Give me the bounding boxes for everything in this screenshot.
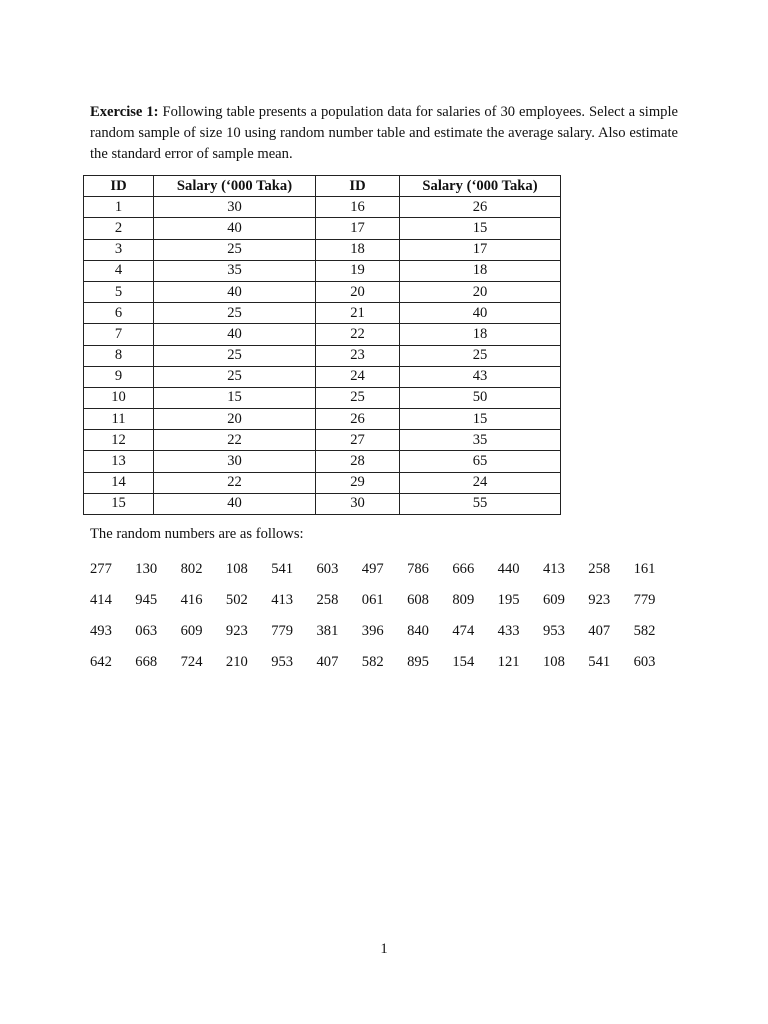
cell-salary: 30 (154, 451, 316, 472)
cell-id: 19 (316, 260, 400, 281)
random-number: 493 (90, 623, 112, 639)
random-number: 923 (225, 623, 248, 639)
random-number: 416 (180, 592, 203, 608)
cell-salary: 15 (154, 387, 316, 408)
random-number: 258 (316, 592, 339, 608)
header-id: ID (316, 176, 400, 197)
random-number: 121 (497, 654, 520, 670)
random-number: 923 (588, 592, 611, 608)
random-number: 407 (316, 654, 339, 670)
cell-id: 26 (316, 409, 400, 430)
random-number: 413 (542, 561, 565, 577)
header-id: ID (84, 176, 154, 197)
cell-salary: 26 (400, 197, 561, 218)
cell-salary: 25 (154, 239, 316, 260)
random-number-row (90, 585, 670, 616)
cell-salary: 40 (400, 303, 561, 324)
cell-id: 18 (316, 239, 400, 260)
random-number: 381 (316, 623, 339, 639)
cell-salary: 43 (400, 366, 561, 387)
table-row (84, 345, 561, 366)
cell-id: 13 (84, 451, 154, 472)
cell-salary: 40 (154, 324, 316, 345)
cell-salary: 30 (154, 197, 316, 218)
cell-salary: 40 (154, 218, 316, 239)
random-number: 779 (271, 623, 294, 639)
cell-id: 7 (84, 324, 154, 345)
cell-id: 3 (84, 239, 154, 260)
random-number: 582 (361, 654, 384, 670)
cell-salary: 40 (154, 281, 316, 302)
cell-id: 4 (84, 260, 154, 281)
cell-salary: 25 (154, 366, 316, 387)
random-number: 802 (180, 561, 203, 577)
cell-salary: 35 (400, 430, 561, 451)
cell-id: 30 (316, 493, 400, 514)
random-number: 413 (271, 592, 294, 608)
cell-salary: 24 (400, 472, 561, 493)
random-number: 061 (361, 592, 384, 608)
random-number: 642 (90, 654, 112, 670)
cell-salary: 25 (154, 303, 316, 324)
random-number: 407 (588, 623, 611, 639)
random-number: 502 (225, 592, 248, 608)
cell-id: 21 (316, 303, 400, 324)
random-number-row (90, 647, 670, 678)
random-number: 277 (90, 561, 112, 577)
cell-salary: 18 (400, 324, 561, 345)
random-number: 130 (135, 561, 158, 577)
random-number: 953 (542, 623, 565, 639)
random-number: 724 (180, 654, 203, 670)
random-number: 541 (588, 654, 611, 670)
cell-salary: 25 (154, 345, 316, 366)
cell-id: 2 (84, 218, 154, 239)
cell-salary: 55 (400, 493, 561, 514)
cell-id: 5 (84, 281, 154, 302)
table-header-row (84, 176, 561, 197)
page-number: 1 (380, 941, 388, 957)
table-row (84, 430, 561, 451)
random-number: 895 (407, 654, 429, 670)
random-number: 258 (588, 561, 611, 577)
random-number: 497 (361, 561, 384, 577)
cell-salary: 65 (400, 451, 561, 472)
random-number: 440 (497, 561, 520, 577)
cell-id: 25 (316, 387, 400, 408)
header-salary: Salary (‘000 Taka) (400, 176, 561, 197)
cell-id: 22 (316, 324, 400, 345)
cell-id: 6 (84, 303, 154, 324)
cell-id: 24 (316, 366, 400, 387)
random-number: 603 (633, 654, 656, 670)
table-row (84, 493, 561, 514)
table-row (84, 303, 561, 324)
exercise-label: Exercise 1: (90, 104, 159, 120)
table-row (84, 366, 561, 387)
table-row (84, 451, 561, 472)
cell-salary: 25 (400, 345, 561, 366)
random-number: 609 (180, 623, 203, 639)
cell-salary: 35 (154, 260, 316, 281)
cell-id: 9 (84, 366, 154, 387)
header-salary: Salary (‘000 Taka) (154, 176, 316, 197)
cell-salary: 20 (154, 409, 316, 430)
random-numbers-grid (90, 554, 670, 678)
cell-id: 16 (316, 197, 400, 218)
table-row (84, 387, 561, 408)
random-number: 541 (271, 561, 294, 577)
exercise-text: Following table presents a population data for salaries of 30 employees. Select a simple random sample of size 10 using random number table and estimate the average salary. Also estimate the standard error of sample mean. (90, 104, 678, 162)
cell-id: 28 (316, 451, 400, 472)
random-number: 809 (452, 592, 475, 608)
random-number: 161 (633, 561, 656, 577)
random-number: 603 (316, 561, 339, 577)
random-number: 666 (452, 561, 475, 577)
table-row (84, 239, 561, 260)
random-number: 195 (497, 592, 520, 608)
cell-id: 17 (316, 218, 400, 239)
table-row (84, 197, 561, 218)
cell-id: 10 (84, 387, 154, 408)
random-number: 063 (135, 623, 158, 639)
random-number: 108 (225, 561, 248, 577)
cell-id: 27 (316, 430, 400, 451)
table-row (84, 409, 561, 430)
random-number: 786 (407, 561, 429, 577)
random-number: 608 (407, 592, 429, 608)
cell-salary: 15 (400, 409, 561, 430)
cell-salary: 22 (154, 472, 316, 493)
cell-salary: 20 (400, 281, 561, 302)
random-number: 414 (90, 592, 112, 608)
cell-salary: 22 (154, 430, 316, 451)
cell-id: 29 (316, 472, 400, 493)
random-number: 154 (452, 654, 475, 670)
cell-id: 8 (84, 345, 154, 366)
table-row (84, 324, 561, 345)
cell-salary: 50 (400, 387, 561, 408)
random-number: 779 (633, 592, 656, 608)
cell-id: 12 (84, 430, 154, 451)
table-row (84, 281, 561, 302)
table-row (84, 472, 561, 493)
cell-id: 11 (84, 409, 154, 430)
table-row (84, 218, 561, 239)
random-number: 582 (633, 623, 656, 639)
random-number: 433 (497, 623, 520, 639)
random-number: 210 (225, 654, 248, 670)
random-number: 609 (542, 592, 565, 608)
random-number: 474 (452, 623, 475, 639)
cell-id: 15 (84, 493, 154, 514)
random-number: 840 (407, 623, 429, 639)
cell-id: 14 (84, 472, 154, 493)
cell-id: 20 (316, 281, 400, 302)
random-numbers-intro: The random numbers are as follows: (90, 526, 304, 542)
cell-id: 1 (84, 197, 154, 218)
cell-salary: 18 (400, 260, 561, 281)
random-number: 668 (135, 654, 158, 670)
random-number: 108 (542, 654, 565, 670)
random-number: 396 (361, 623, 384, 639)
table-row (84, 260, 561, 281)
random-number: 953 (271, 654, 294, 670)
random-number: 945 (135, 592, 158, 608)
cell-id: 23 (316, 345, 400, 366)
random-number-row (90, 616, 670, 647)
cell-salary: 17 (400, 239, 561, 260)
random-number-row (90, 554, 670, 585)
table-body (84, 197, 561, 515)
cell-salary: 40 (154, 493, 316, 514)
salary-table (83, 175, 561, 515)
cell-salary: 15 (400, 218, 561, 239)
exercise-paragraph (90, 102, 678, 165)
